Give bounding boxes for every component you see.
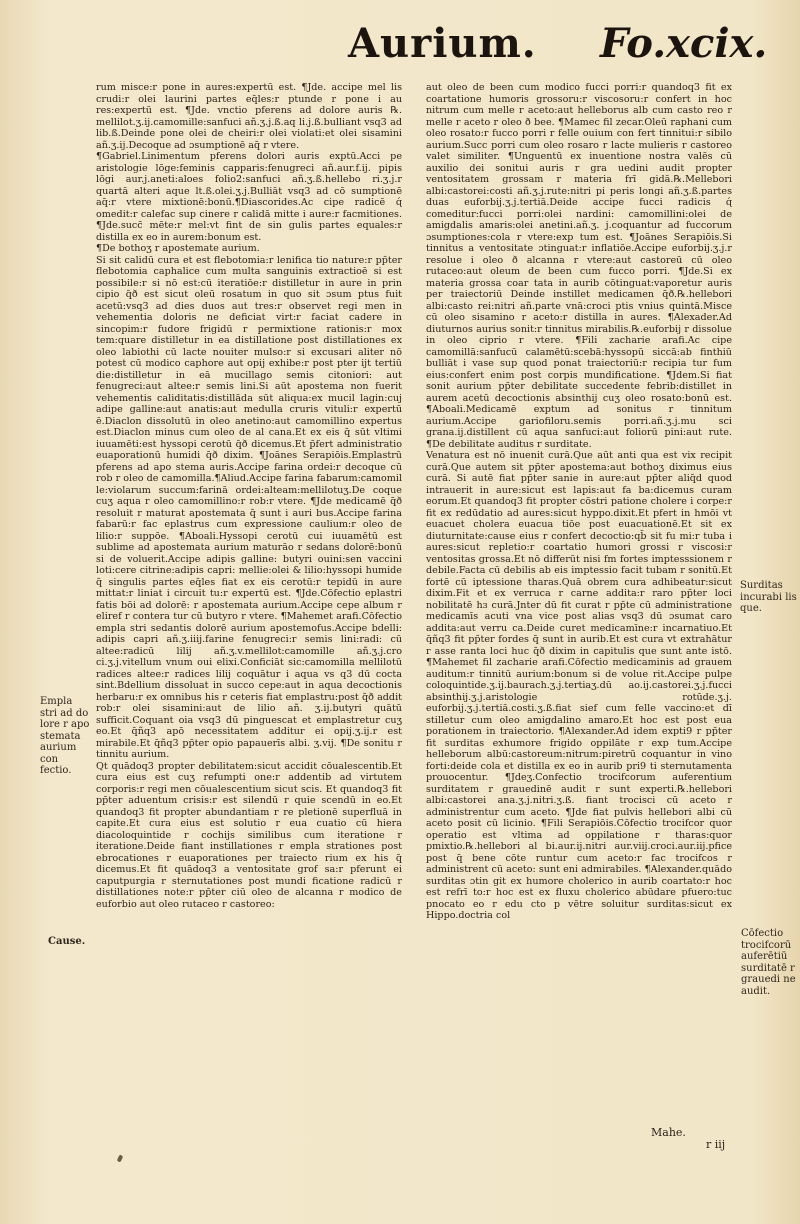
margin-note-confectio: Cōfectio trocifcorū auferētiū surditatē r grauedi ne audit.	[741, 928, 796, 997]
margin-note-emplastri: Empla stri ad do lore r apo stemata aurium con fectio.	[40, 696, 90, 776]
margin-note-surditas: Surditas incurabi lis que.	[740, 580, 797, 614]
right-text-column	[426, 82, 732, 1122]
paragraph: Venatura est nō inuenit curā.Que aūt anti qua est vix recipit curā.Que autem sit pp̄ter apostema:aut bothoʒ diximus eius curā. Si autē fiat pp̄ter sanie in aure:aut pp̄ter aliq̄d quod intrauerit in aure:sicut est lapis:aut fa ba:dicemus curam eorum.Et quandoq3 fit propter cōstri patione cholere i corpe:r fit ex redūdatio ad aures:sicut hyppo.dixit.Et pfert in hmōi vt euacuet cholera euacua tiōe post euacuationē.Et sit ex diuturnitate:cause eius r confert decoctio:qb̄ sit fu mi:r tuba i aures:sicut repletio:r coartatio humori grossi r viscosi:r ventositas grossa.Et nō differūt nisi fm fortes imptesssionem r debile.Facta cū debilis ab eis imptessio facit tubam r sonitū.Et fortē cū iptessione tharas.Quā obrem cura adhibeatur:sicut dixim.Fit et ex verruca r carne addita:r raro pp̄ter loci nobilitatē hɜ curā.Jnter dū fit curat r pp̄te cū administratione medicamīs acuti vna vice post alias vsq3 dū ɔsumat caro addita:aut verru ca.Deide curet medicamīne:r incarnatiuo.Et q̄ñq3 fit pp̄ter fordes q̄ sunt in aurib.Et est cura vt extrahātur r asse ranta loci huc q̄ð dixim in capitulis que sunt ante istō. ¶Mahemet fil zacharie arafi.Cōfectio medicaminis ad grauem auditum:r tinnitū aurium:bonum si de volue rit.Accipe pulpe coloquintide.ʒ.ij.baurach.ʒ.j.tertiaʒ.dū ao.ij.castorei.ʒ.j.fucci absinthij.ʒ.j.aristologie rotūde.ʒ.j. euforbij.ʒ.j.tertiā.costi.ʒ.ß.fiat sief cum felle vaccino:et dī stilletur cum oleo amigdalino amaro.Et hoc est post eua porationem in traiectorio. ¶Alexander.Ad idem expti9 r pp̄ter fit surditas exhumore frigido oppilāte r exp tum.Accipe helleborum albū:castoreum:nitrum:piretrū coquantur in vino forti:deide cola et distilla ex eo in aurib pri9 ti sternutamenta prouocentur. ¶Jdeʒ.Confectio trocifcorum auferentium surditatem r grauedinē audit r sunt experti.℞.hellebori albi:castorei ana.ʒ.j.nitri.ʒ.ß. fiant trocisci cū aceto r administrentur cum aceto. ¶Jde fiat pulvis hellebori albi cū aceto posit cū licinio. ¶Fili Serapiōis.Cōfectio trocifcor quor operatio est vltima ad oppilatione r tharas:quor pmixtio.℞.hellebori al bi.aur.ij.nitri aur.viij.croci.aur.iij.pfice post q̄ bene cōte runtur cum aceto:r fac trocifcos r administrent cū aceto: sunt eni admirabiles. ¶Alexander.quādo surditas ɔtin git ex humore cholerico in aurib coartato:r hoc est refrī to:r hoc est ex fluxu cholerico abūdare pfuero:tuc pnocato eo r edu cto p vētre soluitur surditas:sicut ex Hippo.doctria col	[426, 450, 732, 921]
paragraph: rum misce:r pone in aures:expertū est. ¶Jde. accipe mel lis crudi:r olei laurini partes eq̄les:r ptunde r pone i au res:expertū est. ¶Jde. vnctio pferens ad dolore auris ℞. mellilot.ʒ.ij.camomille:sanfuci añ.ʒ.j.ß.aq li.j.ß.bulliant vsq3 ad lib.ß.Deinde pone olei de cheiri:r olei violati:et olei sisamini añ.ʒ.ij.Decoque ad ɔsumptionē aq̄ r vtere.	[96, 82, 402, 151]
running-title: Aurium.	[348, 20, 537, 67]
section-heading: ¶De bothoʒ r apostemate aurium.	[96, 243, 260, 254]
paragraph: ¶Gabriel.Linimentum pferens dolori auris exptū.Acci pe aristologie lōge:feminis capparis:fenugreci añ.aur.f.ij. pipis lōgi aur.j.aneti:aloes folio2:sanfuci añ.ʒ.ß.hellebo ri.ʒ.j.r quartā alteri aque lt.ß.olei.ʒ.j.Bulliāt vsq3 ad cō sumptionē aq̄:r vtere mixtionē:bonū.¶Diascorides.Ac cipe radicē ɋ́ omedit:r calefac sup cinere r calidā mitte i aure:r facmitiones. ¶Jde.succ̄ mēte:r mel:vt fint de sin gulis partes equales:r distilla ex eo in aurem:bonum est.	[96, 151, 402, 243]
paragraph: aut oleo de been cum modico fucci porri:r quandoq3 fit ex coartatione humoris grossoru:r viscosoru:r confert in hoc nitrum cum melle r aceto:aut helleborus alb cum casto reo r melle r aceto r oleo ð bee. ¶Mamec fil zecar.Oleū raphani cum oleo rosato:r fucco porri r felle ouium con fert tinnitui:r sibilo aurium.Succ porri cum oleo rosaro r lacte mulieris r castoreo valet similiter. ¶Unguentū ex inuentione nostra valēs cū auxilio dei sonitui auris r gra uedini audit propter ventositatem grossam r materia frī gidā.℞.Mellebori albi:castorei:costi añ.ʒ.j.rute:nitri pi peris longi añ.ʒ.ß.partes duas euforbij.ʒ.j.tertiā.Deide accipe fucci radicis ɋ́ comeditur:fucci porri:olei nardini: camomillini:olei de amigdalis amaris:olei anetini.añ.ʒ. j.coquantur ad fuccorum ɔsumptiones:cola r vtere:exp tum est. ¶Joānes Serapiōis.Si tinnitus a ventositate ɔtinguat:r inflatiōe.Accipe euforbij.ʒ.j.r resolue i oleo ð alcanna r vtere:aut castoreū cū oleo rutaceo:aut oleum de been cum fucco porri. ¶Jde.Si ex materia grossa coar tata in aurib cōtinguat:vaporetur auris per traiectoriū Deinde instillet medicamen q̄ð.℞.hellebori albi:casto rei:nitri añ.parte vnā:croci ptis vnius quintā.Misce cū oleo sisamino r aceto:r distilla in aures. ¶Alexader.Ad diuturnos aurius sonit:r tinnitus mirabilis.℞.euforbij r dissolue in oleo ciprio r vtere. ¶Fili zacharie arafi.Ac cipe camomillā:sanfucū calamētū:scebā:hyssopū siccā:ab finthiū bulliāt i vase sup quod ponat traiectoriū:r recipia tur fum eius:confert enim post corpis mundificatione. ¶Jdem.Si fiat sonit aurium pp̄ter debilitate succedente febrib:distillet in aurem acetū decoctionis absinthij cuʒ oleo rosato:bonū est. ¶Aboali.Medicamē exptum ad sonitus r tinnitum aurium.Accipe gariofiloru.semis porri.añ.ʒ.j.mu sci grana.ij.distillent cū aqua sanfuci:aut foliorū pini:aut rute. ¶De debilitate auditus r surditate.	[426, 82, 732, 450]
catchword: Mahe.	[651, 1126, 686, 1139]
left-text-column	[96, 82, 402, 1162]
paragraph: Qt quādoq3 propter debilitatem:sicut accidit cōualescentib.Et cura eius est cuʒ refumpti one:r addentib ad virtutem corporis:r regi men cōualescentium sicut scis. Et quandoq3 fit pp̄ter aduentum crisis:r est silendū r quie scendū in eo.Et quandoq3 fit propter abundantiam r re pletionē superfluā in capite.Et cura eius est solutio r eua cuatio cū hiera diacoloquintide r cochijs similibus cum iteratione r iteratione.Deide fiant instillationes r empla strationes post ebrocationes r euaporationes per traiecto rium ex his q̄ dicemus.Et fit quādoq3 a ventositate grof sa:r pferunt ei caputpurgia r sternutationes post mundi ficatione radicū r distillationes note:r pp̄ter ciū oleo de alcanna r modico de euforbio aut oleo rutaceo r castoreo:	[96, 760, 402, 910]
paragraph: Si sit calidū cura et est flebotomia:r lenifica tio nature:r pp̄ter flebotomia caphalice cum multa sanguinis extractioē si est possibile:r si nō est:cū iteratiōe:r distilletur in aure in prin cipio q̄ð est sicut oleū rosatum in quo sit ɔsum ptus fuit acetū:vsq3 ad dies duos aut tres:r observet regi men in vehementia doloris ne deficiat virt:r faciat cadere in sincopim:r fudore frigidū r permixtione rationis:r mox tem:quare distilletur in ea distillatione post distillationes ex oleo labiothi cū lacte nouiter mulso:r si excusari aliter nō potest cū modico caphore aut opij exhibe:r post pter ijt tertiū die:distilletur in eā mucillago semis citoniori: aut fenugreci:aut altee:r semis lini.Si aūt apostema non fuerit vehementis caliditatis:distillāda sūt aliqua:ex mucil lagin:cuj adipe galline:aut anatis:aut medulla cruris vituli:r expertū ē.Diaclon dissolutū in oleo anetino:aut camomillino expertus est.Diaclon minus cum oleo de al cana.Et ex eis q̄ sūt vltimi iuuamēti:est hyssopi cerotū q̄ð dicemus.Et p̄fert administratio euaporationū humidi q̄ð dixim. ¶Joānes Serapiōis.Emplastrū pferens ad apo stema auris.Accipe farina ordei:r decoque cū rob r oleo de camomilla.¶Aliud.Accipe farina fabarum:camomil le:violarum succum:farinā ordei:alteam:mellilotuʒ.De coque cuʒ aqua r oleo camomillino:r rob:r vtere. ¶Jde medicamē q̄ð resoluit r maturat apostemata q̄ sunt i auri bus.Accipe farina fabarū:r fac eplastrus cum expressione caulium:r oleo de lilio:r suppōe. ¶Aboali.Hyssopi cerotū cui iuuamētū est sublime ad apostemata aurium maturāo r sedans dolorē:bonū si de voluerit.Accipe adipis galline: butyri ouini:sen vaccini loti:cere citrine:adipis capri: mellie:olei & lilio:hyssopi humide q̄ singulis partes eq̄les fiat ex eis cerotū:r tepidū in aure mittat:r liniat i circuit tu:r expertū est. ¶Jde.Cōfectio eplastri fatis bōi ad dolorē: r apostemata aurium.Accipe cepe album r eliref r contera tur cū butyro r vtere. ¶Mahemet arafi.Cōfectio empla stri sedantis dolorē aurium apostemofus.Accipe bdelli: adipis capri añ.ʒ.iiij.farine fenugreci:r semis lini:radi: cū altee:radicū lilij añ.ʒ.v.mellilot:camomille añ.ʒ.j.cro ci.ʒ.j.vitellum vnum oui elixi.Conficiāt sic:camomilla mellilotū radices altee:r radices lilij coquātur i aqua vs q3 dū cocta sint.Bdellium dissoluat in succo cepe:aut in aqua decoctionis herbaru:r ex omnibus his r ceteris fiat emplastru:post q̄ð addit rob:r olei sisamini:aut de lilio añ. ʒ.ij.butyri quātū sufficit.Coquant oia vsq3 dū pinguescat et emplastretur cuʒ eo.Et q̄ñq3 apō necessitatem additur ei opij.ʒ.ij.r est mirabile.Et q̄ñq3 pp̄ter opio papauerīs albi. ʒ.vij. ¶De sonitu r tinnitu aurium.	[96, 254, 402, 760]
folio-number: Fo.xcix.	[600, 20, 768, 67]
margin-note-cause: Cause.	[48, 936, 86, 947]
signature-mark: r iij	[706, 1138, 726, 1151]
running-head	[0, 12, 800, 82]
